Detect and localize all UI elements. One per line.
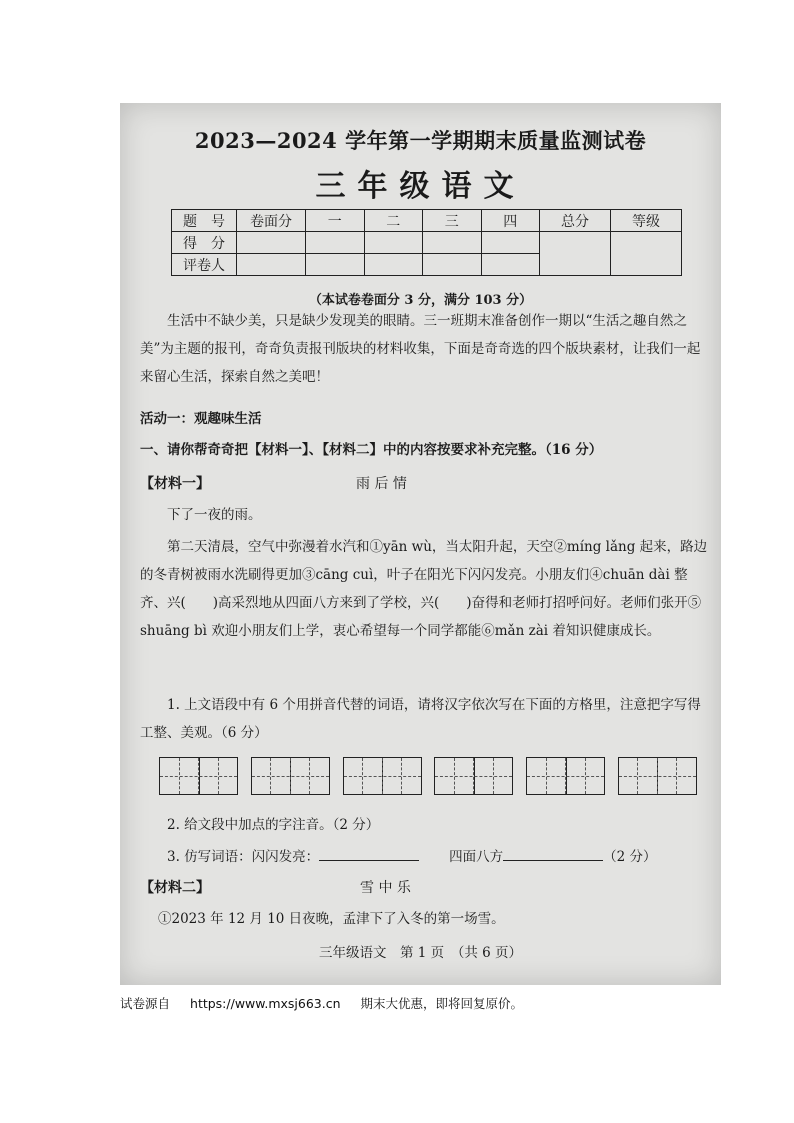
grader-row-label: 评卷人 (172, 254, 237, 276)
intro-paragraph: 生活中不缺少美，只是缺少发现美的眼睛。三一班期末准备创作一期以“生活之趣自然之美”为主题的报刊，奇奇负责报刊版块的材料收集，下面是奇奇选的四个版块素材，让我们一起来留心生活，探索自然之美吧！ (140, 313, 701, 385)
material-1-label: 【材料一】 (140, 476, 210, 492)
sub-question-3-word: 四面八方 (449, 849, 504, 865)
source-label: 试卷源自 (120, 996, 171, 1011)
sub-question-3-prompt: 3. 仿写词语：闪闪发亮： (167, 849, 320, 865)
score-row-label: 得 分 (172, 232, 237, 254)
score-header-cell: 卷面分 (237, 210, 306, 232)
material-1-para-1: 下了一夜的雨。 (167, 507, 262, 523)
material-2-para-1: ①2023 年 12 月 10 日夜晚，孟津下了入冬的第一场雪。 (158, 911, 505, 927)
answer-box[interactable] (159, 757, 238, 795)
exam-photo (120, 103, 721, 985)
page-footer: 三年级语文 第 1 页 （共 6 页） (318, 945, 523, 961)
question-1: 一、请你帮奇奇把【材料一】、【材料二】中的内容按要求补充完整。（16 分） (140, 442, 603, 458)
answer-blank-2[interactable] (503, 846, 603, 861)
sub-question-2: 2. 给文段中加点的字注音。（2 分） (167, 817, 380, 833)
score-header-cell: 题 号 (172, 210, 237, 232)
material-2-label: 【材料二】 (140, 880, 210, 896)
answer-box[interactable] (618, 757, 697, 795)
answer-box[interactable] (251, 757, 330, 795)
answer-blank-1[interactable] (319, 846, 419, 861)
score-header-cell: 二 (364, 210, 423, 232)
sub-question-1: 1. 上文语段中有 6 个用拼音代替的词语，请将汉字依次写在下面的方格里，注意把字写得工整、美观。（6 分） (140, 697, 701, 741)
answer-grid (159, 757, 697, 795)
answer-box[interactable] (434, 757, 513, 795)
score-header-cell: 四 (481, 210, 540, 232)
score-header-cell: 三 (423, 210, 482, 232)
source-line (120, 994, 543, 1012)
score-table (171, 209, 682, 276)
exam-title: 2023—2024 学年第一学期期末质量监测试卷 (194, 128, 647, 153)
material-1-title: 雨 后 情 (356, 476, 407, 492)
score-table-header-row (172, 210, 682, 232)
activity-heading: 活动一：观趣味生活 (140, 411, 262, 427)
promo-text: 期末大优惠，即将回复原价。 (360, 996, 524, 1011)
material-2-title: 雪 中 乐 (360, 880, 411, 896)
sub-question-3-score: （2 分） (603, 849, 657, 865)
source-url[interactable]: https://www.mxsj663.cn (190, 996, 341, 1011)
answer-box[interactable] (526, 757, 605, 795)
exam-subject: 三年级语文 (315, 169, 526, 204)
material-1-para-2: 第二天清晨，空气中弥漫着水汽和①yān wù，当太阳升起，天空②míng lǎng 起来，路边的冬青树被雨水洗刷得更加③cāng cuì，叶子在阳光下闪闪发亮。小朋友们④chuān dài 整齐、兴( )高采烈地从四面八方来到了学校，兴( )奋得和老师打招呼问好。老师们张开⑤ shuāng bì 欢迎小朋友们上学，衷心希望每一个同学都能⑥mǎn zài 着知识健康成长。 (140, 539, 708, 639)
answer-box[interactable] (343, 757, 422, 795)
score-header-cell: 一 (306, 210, 365, 232)
score-row (172, 232, 682, 254)
sub-question-3 (140, 843, 708, 871)
score-note: （本试卷卷面分 3 分，满分 103 分） (308, 293, 533, 308)
score-header-cell: 总分 (540, 210, 611, 232)
score-header-cell: 等级 (611, 210, 682, 232)
